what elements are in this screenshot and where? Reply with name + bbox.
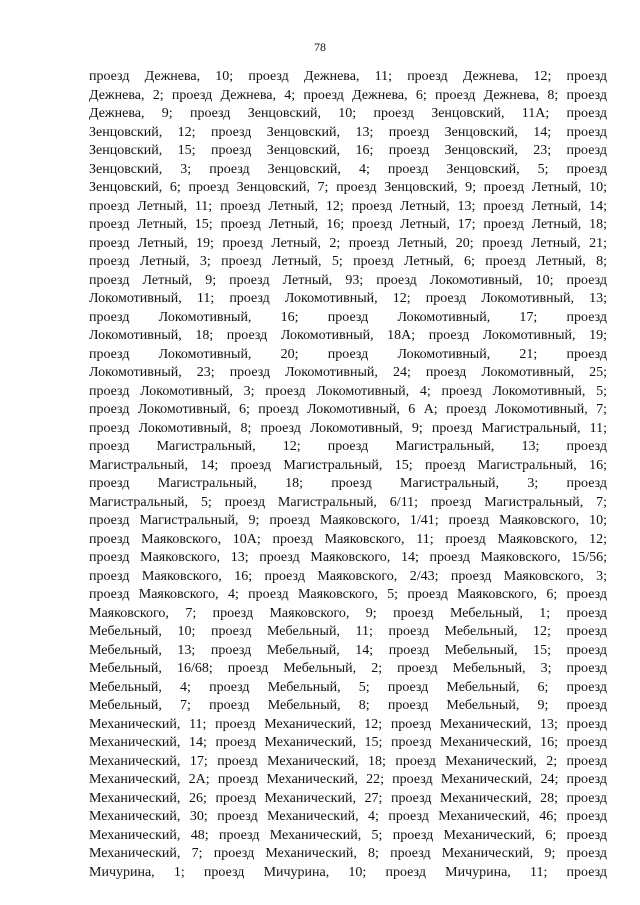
text-line: Механический, 7; проезд Механический, 8; проезд Механический, 9; проезд [89,846,607,861]
text-line: проезд Летный, 9; проезд Летный, 93; проезд Локомотивный, 10; проезд [89,272,607,288]
text-line: Мебельный, 13; проезд Мебельный, 14; проезд Мебельный, 15; проезд [89,642,607,658]
page-number: 78 [314,40,326,54]
text-line: проезд Магистральный, 9; проезд Маяковского, 1/41; проезд Маяковского, 10; [89,513,607,528]
text-line: проезд Маяковского, 16; проезд Маяковского, 2/43; проезд Маяковского, 3; [89,568,607,584]
text-line: Мебельный, 10; проезд Мебельный, 11; проезд Мебельный, 12; проезд [89,624,607,639]
text-line: Мебельный, 4; проезд Мебельный, 5; проезд Мебельный, 6; проезд [89,679,607,695]
text-line: Мичурина, 1; проезд Мичурина, 10; проезд Мичурина, 11; проезд [89,864,607,880]
text-line: Локомотивный, 23; проезд Локомотивный, 24; проезд Локомотивный, 25; [89,365,607,380]
text-line: проезд Магистральный, 18; проезд Магистральный, 3; проезд [89,476,607,491]
text-line: проезд Локомотивный, 16; проезд Локомотивный, 17; проезд [89,309,607,325]
text-line: Механический, 2А; проезд Механический, 22; проезд Механический, 24; проезд [89,772,607,787]
text-line: проезд Дежнева, 10; проезд Дежнева, 11; проезд Дежнева, 12; проезд [89,69,607,84]
text-line: Механический, 14; проезд Механический, 15; проезд Механический, 16; проезд [89,735,607,750]
text-line: Зенцовский, 12; проезд Зенцовский, 13; проезд Зенцовский, 14; проезд [89,124,607,140]
text-line: Мебельный, 16/68; проезд Мебельный, 2; проезд Мебельный, 3; проезд [89,661,607,676]
text-line: проезд Маяковского, 4; проезд Маяковского, 5; проезд Маяковского, 6; проезд [89,587,607,602]
text-line: Маяковского, 7; проезд Маяковского, 9; проезд Мебельный, 1; проезд [89,605,607,621]
text-line: Механический, 11; проезд Механический, 12; проезд Механический, 13; проезд [89,716,607,732]
text-line: Мебельный, 7; проезд Мебельный, 8; проезд Мебельный, 9; проезд [89,698,607,713]
text-line: Зенцовский, 3; проезд Зенцовский, 4; проезд Зенцовский, 5; проезд [89,161,607,177]
text-line: проезд Летный, 3; проезд Летный, 5; проезд Летный, 6; проезд Летный, 8; [89,254,607,269]
text-line: Зенцовский, 15; проезд Зенцовский, 16; проезд Зенцовский, 23; проезд [89,143,607,158]
text-line: проезд Магистральный, 12; проезд Магистральный, 13; проезд [89,439,607,454]
text-line: Дежнева, 9; проезд Зенцовский, 10; проезд Зенцовский, 11А; проезд [89,106,607,121]
text-line: проезд Локомотивный, 6; проезд Локомотивный, 6 А; проезд Локомотивный, 7; [89,402,607,417]
text-line: проезд Локомотивный, 3; проезд Локомотивный, 4; проезд Локомотивный, 5; [89,383,607,399]
text-line: проезд Локомотивный, 8; проезд Локомотивный, 9; проезд Магистральный, 11; [89,420,607,436]
text-line: проезд Локомотивный, 20; проезд Локомотивный, 21; проезд [89,346,607,362]
address-list-body [89,68,607,882]
text-line: Локомотивный, 18; проезд Локомотивный, 18А; проезд Локомотивный, 19; [89,328,607,343]
text-line: проезд Летный, 19; проезд Летный, 2; проезд Летный, 20; проезд Летный, 21; [89,235,607,251]
text-line: Механический, 48; проезд Механический, 5; проезд Механический, 6; проезд [89,827,607,843]
text-line: Магистральный, 5; проезд Магистральный, 6/11; проезд Магистральный, 7; [89,494,607,510]
text-line: Зенцовский, 6; проезд Зенцовский, 7; проезд Зенцовский, 9; проезд Летный, 10; [89,180,607,195]
text-line: Механический, 26; проезд Механический, 27; проезд Механический, 28; проезд [89,790,607,806]
text-line: проезд Маяковского, 10А; проезд Маяковского, 11; проезд Маяковского, 12; [89,531,607,547]
text-line: Механический, 30; проезд Механический, 4; проезд Механический, 46; проезд [89,809,607,824]
text-line: Магистральный, 14; проезд Магистральный, 15; проезд Магистральный, 16; [89,457,607,473]
text-line: Локомотивный, 11; проезд Локомотивный, 12; проезд Локомотивный, 13; [89,291,607,306]
text-line: Дежнева, 2; проезд Дежнева, 4; проезд Дежнева, 6; проезд Дежнева, 8; проезд [89,87,607,103]
text-line: Механический, 17; проезд Механический, 18; проезд Механический, 2; проезд [89,753,607,769]
text-line: проезд Маяковского, 13; проезд Маяковского, 14; проезд Маяковского, 15/56; [89,550,607,565]
text-line: проезд Летный, 15; проезд Летный, 16; проезд Летный, 17; проезд Летный, 18; [89,217,607,232]
text-line: проезд Летный, 11; проезд Летный, 12; проезд Летный, 13; проезд Летный, 14; [89,198,607,214]
